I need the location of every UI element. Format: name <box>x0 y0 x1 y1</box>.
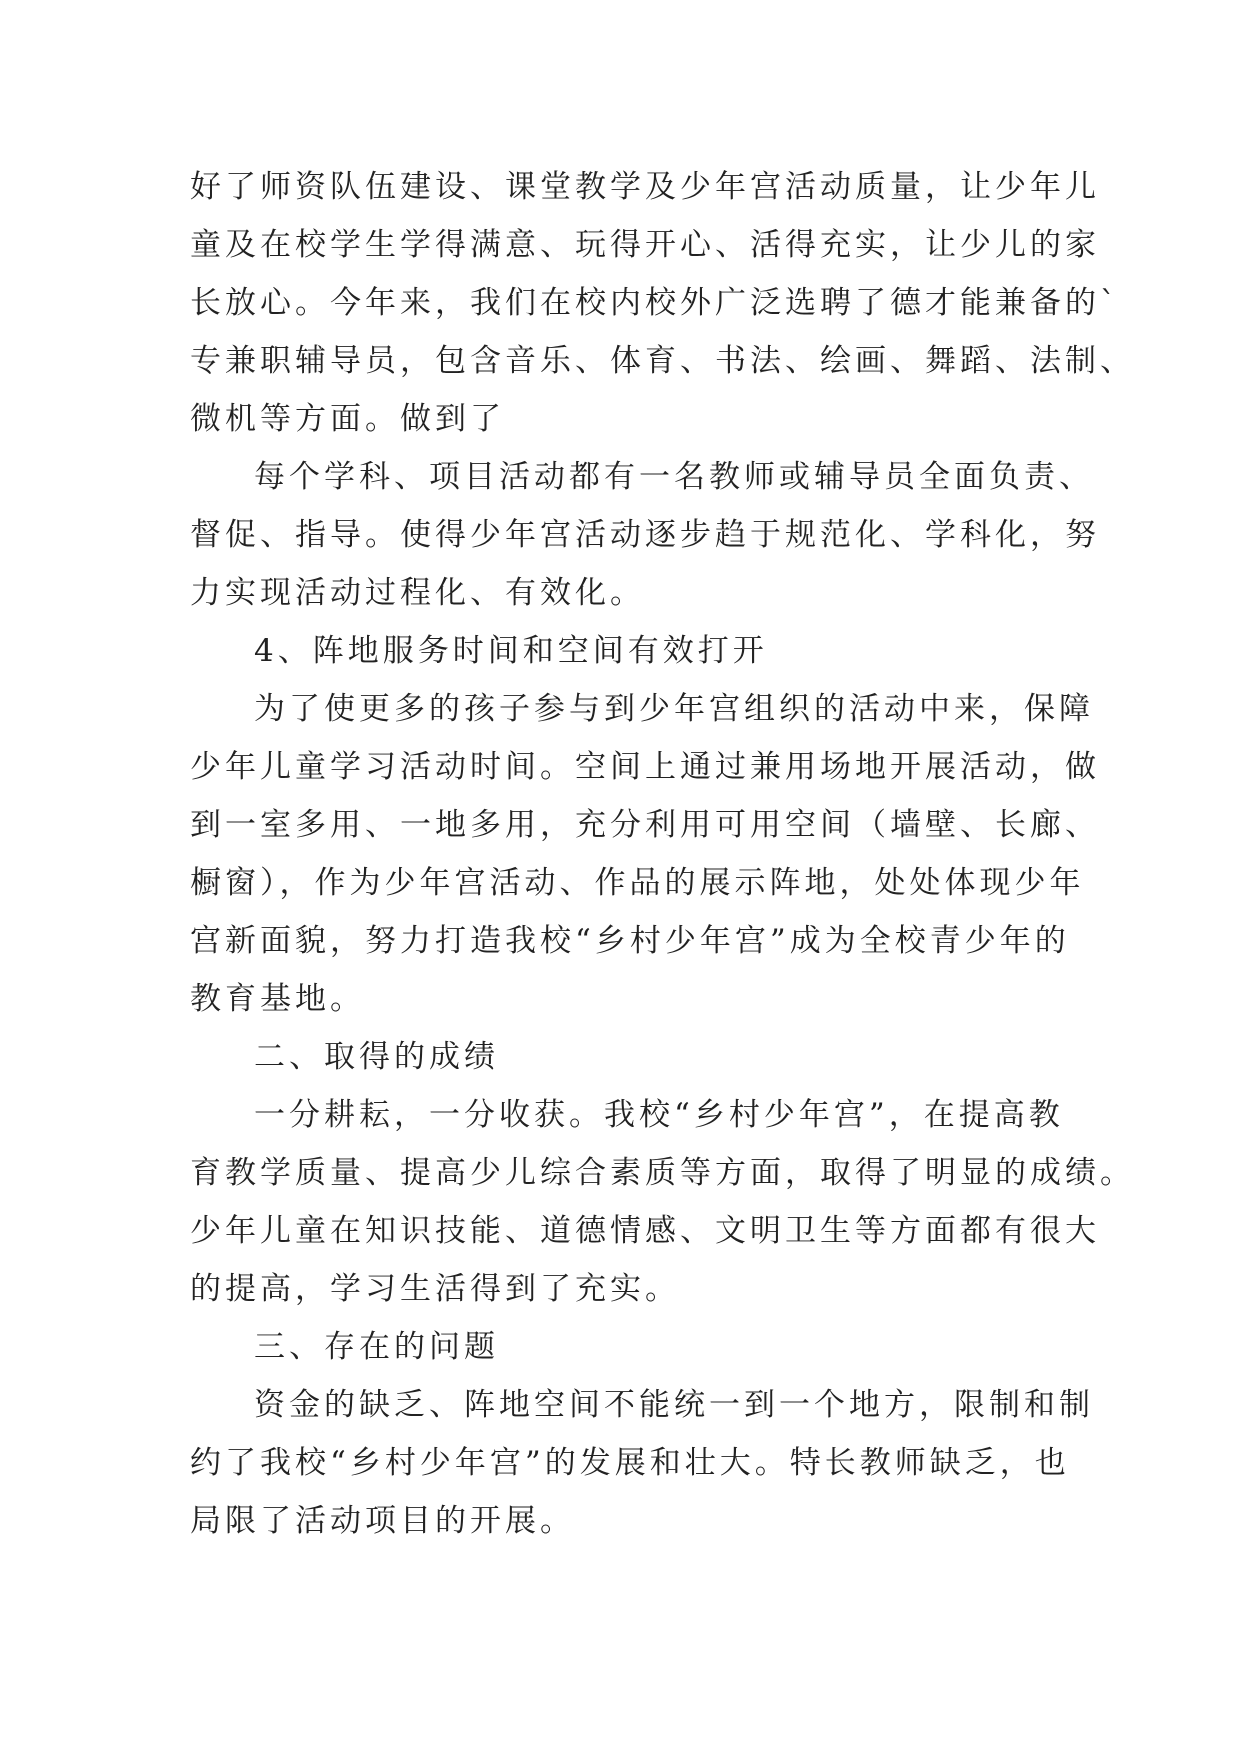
section-heading: 三、存在的问题 <box>254 1329 499 1365</box>
paragraph-line: 局限了活动项目的开展。 <box>190 1503 575 1539</box>
paragraph-line: 橱窗），作为少年宫活动、作品的展示阵地，处处体现少年 <box>190 865 1085 901</box>
document-body <box>190 158 1135 1550</box>
paragraph-line: 约了我校“乡村少年宫”的发展和壮大。特长教师缺乏，也 <box>190 1445 1070 1481</box>
paragraph-line: 长放心。今年来，我们在校内校外广泛选聘了德才能兼备的` <box>190 285 1120 321</box>
paragraph-line: 到一室多用、一地多用，充分利用可用空间（墙壁、长廊、 <box>190 807 1100 843</box>
paragraph-line: 微机等方面。做到了 <box>190 401 505 437</box>
paragraph-line: 专兼职辅导员，包含音乐、体育、书法、绘画、舞蹈、法制、 <box>190 343 1135 379</box>
paragraph-line: 一分耕耘，一分收获。我校“乡村少年宫”，在提高教 <box>254 1097 1064 1133</box>
paragraph-line: 为了使更多的孩子参与到少年宫组织的活动中来，保障 <box>254 691 1094 727</box>
section-heading: 二、取得的成绩 <box>254 1039 499 1075</box>
paragraph-line: 好了师资队伍建设、课堂教学及少年宫活动质量，让少年儿 <box>190 169 1100 205</box>
paragraph-line: 少年儿童在知识技能、道德情感、文明卫生等方面都有很大 <box>190 1213 1100 1249</box>
paragraph-line: 童及在校学生学得满意、玩得开心、活得充实，让少儿的家 <box>190 227 1100 263</box>
paragraph-line: 少年儿童学习活动时间。空间上通过兼用场地开展活动，做 <box>190 749 1100 785</box>
paragraph-line: 督促、指导。使得少年宫活动逐步趋于规范化、学科化，努 <box>190 517 1100 553</box>
paragraph-line: 育教学质量、提高少儿综合素质等方面，取得了明显的成绩。 <box>190 1155 1135 1191</box>
section-heading: 4、阵地服务时间和空间有效打开 <box>254 633 768 669</box>
paragraph-line: 力实现活动过程化、有效化。 <box>190 575 645 611</box>
paragraph-line: 的提高，学习生活得到了充实。 <box>190 1271 680 1307</box>
paragraph-line: 每个学科、项目活动都有一名教师或辅导员全面负责、 <box>254 459 1094 495</box>
paragraph-line: 资金的缺乏、阵地空间不能统一到一个地方，限制和制 <box>254 1387 1094 1423</box>
paragraph-line: 宫新面貌，努力打造我校“乡村少年宫”成为全校青少年的 <box>190 923 1070 959</box>
paragraph-line: 教育基地。 <box>190 981 365 1017</box>
